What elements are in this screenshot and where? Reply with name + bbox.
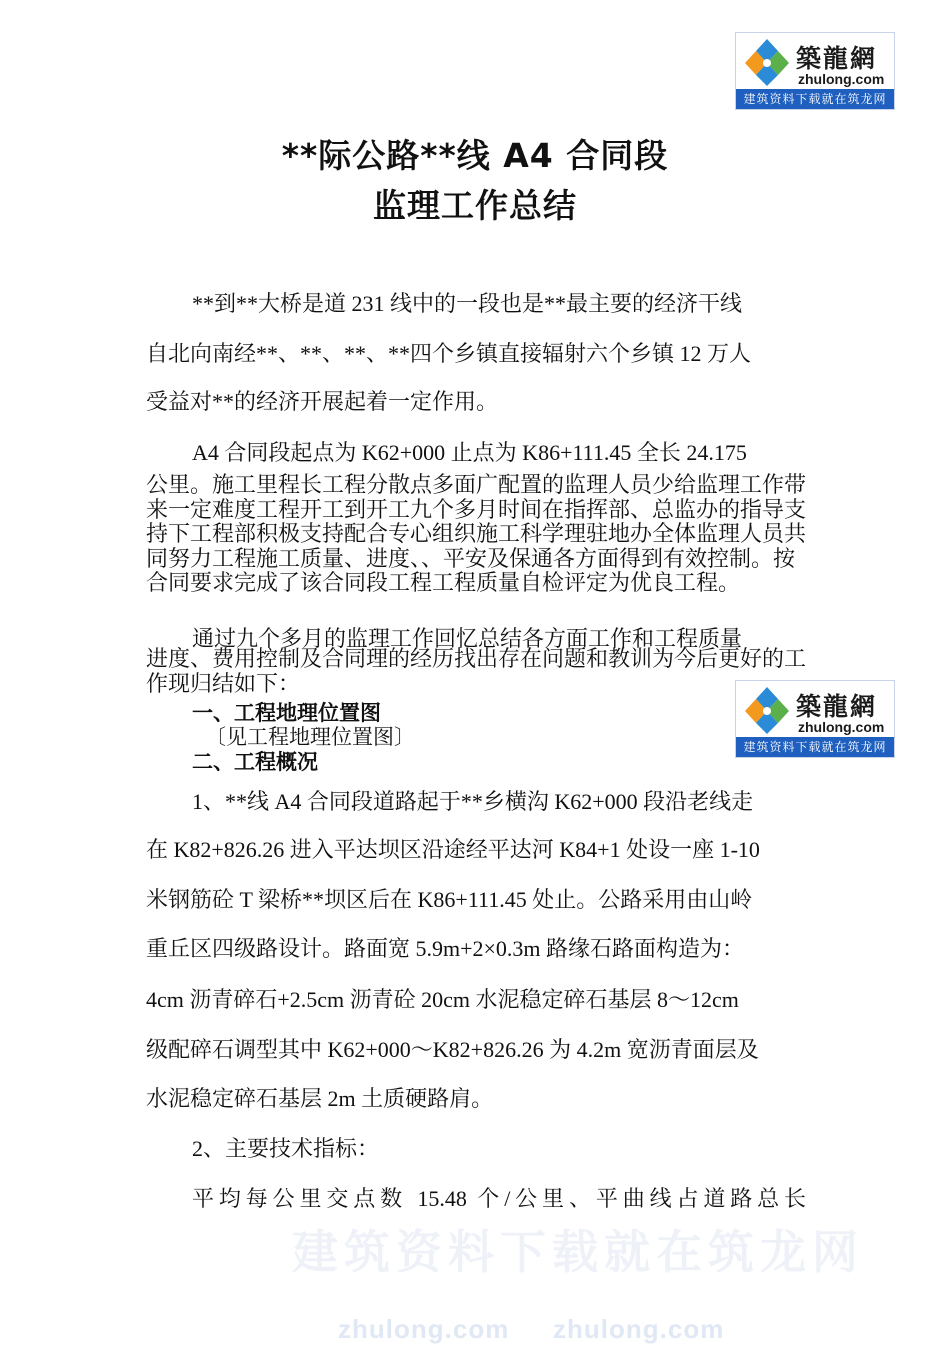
tech-indicators-heading: 2、主要技术指标： [192, 1136, 380, 1161]
overview-line-4: 重丘区四级路设计。路面宽 5.9m+2×0.3m 路缘石路面构造为： [146, 936, 745, 961]
para3-line-1: 通过九个多月的监理工作回忆总结各方面工作和工程质量 [192, 626, 743, 651]
logo-domain: zhulong.com [798, 719, 885, 735]
zhulong-diamond-icon [742, 685, 792, 735]
section-1-heading: 一、工程地理位置图 [192, 701, 381, 725]
zhulong-logo-mid[interactable] [735, 680, 895, 758]
overview-line-3: 米钢筋砼 T 梁桥**坝区后在 K86+111.45 处止。公路采用由山岭 [146, 887, 753, 912]
watermark-domain-2: zhulong.com [553, 1314, 725, 1344]
logo-name: 築龍網 [796, 44, 878, 73]
logo-slogan: 建筑资料下载就在筑龙网 [736, 89, 894, 109]
document-title: **际公路**线 A4 合同段 [281, 136, 669, 175]
section-1-note: 〔见工程地理位置图〕 [205, 725, 415, 749]
para2-body: 公里。施工里程长工程分散点多面广配置的监理人员少给监理工作带来一定难度工程开工到开工九个多月时间在指挥部、总监办的指导支持下工程部积极支持配合专心组织施工科学理驻地办全体监理人员共同努力工程施工质量、进度、、平安及保通各方面得到有效控制。按合同要求完成了该合同段工程工程质量自检评定为优良工程。 [146, 472, 807, 595]
para3-body: 进度、费用控制及合同理的经历找出存在问题和教训为今后更好的工作现归结如下： [146, 646, 807, 696]
logo-name: 築龍網 [796, 692, 878, 721]
overview-line-2: 在 K82+826.26 进入平达坝区沿途经平达河 K84+1 处设一座 1-10 [146, 837, 760, 862]
logo-domain: zhulong.com [798, 71, 885, 87]
intro-line-2: 自北向南经**、**、**、**四个乡镇直接辐射六个乡镇 12 万人 [146, 341, 752, 366]
zhulong-diamond-icon [742, 37, 792, 87]
intro-line-3: 受益对**的经济开展起着一定作用。 [146, 389, 499, 414]
watermark-domain-1: zhulong.com [338, 1314, 510, 1344]
overview-line-7: 水泥稳定碎石基层 2m 土质硬路肩。 [146, 1086, 494, 1111]
intro-line-1: **到**大桥是道 231 线中的一段也是**最主要的经济干线 [192, 291, 743, 316]
overview-line-5: 4cm 沥青碎石+2.5cm 沥青砼 20cm 水泥稳定碎石基层 8～12cm [146, 987, 739, 1012]
para2-line-1: A4 合同段起点为 K62+000 止点为 K86+111.45 全长 24.175 [192, 440, 747, 465]
zhulong-logo[interactable] [735, 32, 895, 110]
overview-line-1: 1、**线 A4 合同段道路起于**乡横沟 K62+000 段沿老线走 [192, 789, 754, 814]
watermark-cn: 建筑资料下载就在筑龙网 [292, 1225, 864, 1279]
logo-slogan: 建筑资料下载就在筑龙网 [736, 737, 894, 757]
tech-indicators-line-1: 平均每公里交点数 15.48 个/公里、平曲线占道路总长 [192, 1186, 806, 1211]
document-subtitle: 监理工作总结 [373, 186, 577, 225]
section-2-heading: 二、工程概况 [192, 750, 318, 774]
overview-line-6: 级配碎石调型其中 K62+000～K82+826.26 为 4.2m 宽沥青面层及 [146, 1037, 759, 1062]
